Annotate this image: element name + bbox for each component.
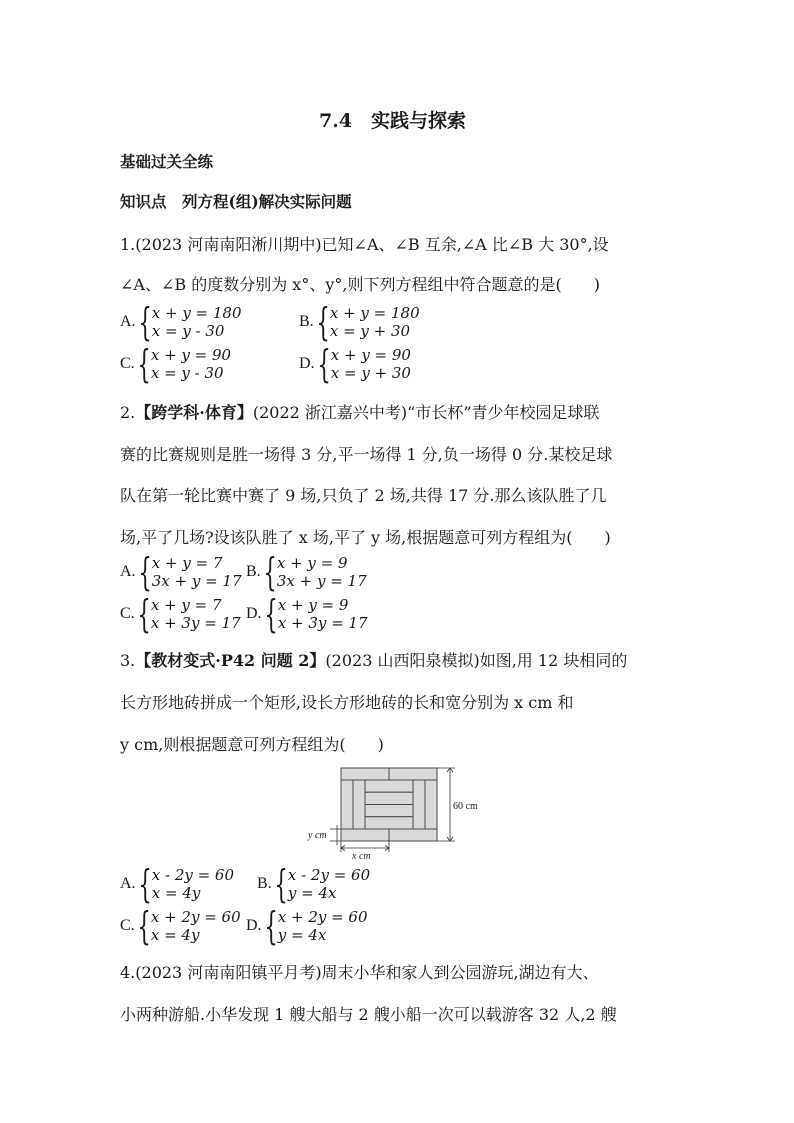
- equation: x = y - 30: [151, 322, 225, 340]
- option-label: A.: [120, 313, 136, 330]
- equation: x + y = 7: [150, 596, 222, 614]
- q2-line1: [120, 400, 600, 423]
- equation: x + y = 180: [329, 304, 420, 322]
- equation: y = 4x: [277, 926, 327, 944]
- brace-icon: {: [263, 550, 277, 594]
- q2-line3: 队在第一轮比赛中赛了 9 场,只负了 2 场,共得 17 分.那么该队胜了几: [120, 486, 607, 505]
- tile: [365, 792, 413, 804]
- brace-icon: {: [317, 342, 331, 386]
- topic-heading: 知识点 列方程(组)解决实际问题: [120, 192, 352, 211]
- brace-icon: {: [264, 904, 278, 948]
- brace-icon: {: [137, 592, 151, 636]
- brace-icon: {: [316, 300, 330, 344]
- equation: x + y = 90: [150, 346, 232, 364]
- tile: [389, 829, 437, 841]
- tile: [365, 780, 413, 792]
- q2-line2: 赛的比赛规则是胜一场得 3 分,平一场得 1 分,负一场得 0 分.某校足球: [120, 445, 613, 464]
- q2-option-b[interactable]: [246, 550, 367, 594]
- brace-icon: {: [138, 300, 152, 344]
- equation: x + 3y = 17: [150, 614, 241, 632]
- q3-tag: 【教材变式·P42 问题 2】: [135, 651, 326, 670]
- q2-line4: 场,平了几场?设该队胜了 x 场,平了 y 场,根据题意可列方程组为( ): [120, 528, 611, 547]
- equation: x = y + 30: [329, 322, 411, 340]
- equation: y = 4x: [287, 884, 337, 902]
- option-label: A.: [120, 875, 136, 892]
- tile: [353, 780, 365, 829]
- width-label: x cm: [352, 851, 371, 862]
- equation: x - 2y = 60: [151, 866, 235, 884]
- q1-line1: 1.(2023 河南南阳淅川期中)已知∠A、∠B 互余,∠A 比∠B 大 30°,设: [120, 235, 609, 254]
- brace-icon: {: [138, 862, 152, 906]
- q2-option-a[interactable]: [120, 550, 242, 594]
- equation: x = y + 30: [330, 364, 411, 382]
- equation: x = y - 30: [150, 364, 224, 382]
- q3-line1: [120, 648, 627, 671]
- q1-option-d[interactable]: [299, 342, 411, 386]
- tile: [413, 780, 425, 829]
- page-title: 7.4 实践与探索: [319, 110, 467, 132]
- section-heading: 基础过关全练: [120, 152, 214, 171]
- q2-tag: 【跨学科·体育】: [135, 403, 253, 422]
- tile: [341, 768, 389, 780]
- q1-option-a[interactable]: [120, 300, 242, 344]
- q2-option-d[interactable]: [246, 592, 368, 636]
- equation: 3x + y = 17: [276, 572, 367, 590]
- equation: x + 2y = 60: [150, 908, 241, 926]
- q2-number: 2.: [120, 403, 136, 422]
- q3-line3: y cm,则根据题意可列方程组为( ): [120, 735, 384, 754]
- brace-icon: {: [274, 862, 288, 906]
- q1-option-c[interactable]: [120, 342, 232, 386]
- brace-icon: {: [137, 904, 151, 948]
- q1-option-b[interactable]: [299, 300, 420, 344]
- q3-option-c[interactable]: [120, 904, 241, 948]
- equation: x + y = 7: [151, 554, 223, 572]
- q3-number: 3.: [120, 651, 136, 670]
- tile-figure: [300, 762, 500, 864]
- tile: [389, 768, 437, 780]
- option-label: C.: [120, 355, 135, 372]
- option-label: D.: [246, 605, 262, 622]
- option-label: B.: [299, 313, 314, 330]
- q3-line1-text: (2023 山西阳泉模拟)如图,用 12 块相同的: [325, 651, 628, 670]
- tile: [341, 829, 389, 841]
- option-label: D.: [246, 917, 262, 934]
- equation: x + y = 9: [276, 554, 348, 572]
- height-label: 60 cm: [453, 801, 478, 812]
- brace-icon: {: [137, 342, 151, 386]
- brace-icon: {: [264, 592, 278, 636]
- q1-line2: ∠A、∠B 的度数分别为 x°、y°,则下列方程组中符合题意的是( ): [120, 275, 600, 294]
- option-label: B.: [257, 875, 272, 892]
- brace-icon: {: [138, 550, 152, 594]
- equation: 3x + y = 17: [151, 572, 242, 590]
- q4-line1: 4.(2023 河南南阳镇平月考)周末小华和家人到公园游玩,湖边有大、: [120, 963, 599, 982]
- q2-option-c[interactable]: [120, 592, 241, 636]
- option-label: A.: [120, 563, 136, 580]
- equation: x + 3y = 17: [277, 614, 368, 632]
- tile: [365, 805, 413, 817]
- tile: [365, 817, 413, 829]
- equation: x + y = 180: [151, 304, 242, 322]
- tile: [341, 780, 353, 829]
- option-label: D.: [299, 355, 315, 372]
- equation: x + y = 9: [277, 596, 349, 614]
- q3-option-d[interactable]: [246, 904, 368, 948]
- option-label: C.: [120, 917, 135, 934]
- equation: x = 4y: [151, 884, 201, 902]
- equation: x + 2y = 60: [277, 908, 368, 926]
- equation: x = 4y: [150, 926, 200, 944]
- equation: x - 2y = 60: [287, 866, 371, 884]
- tile: [425, 780, 437, 829]
- thickness-label: y cm: [308, 830, 327, 841]
- q2-line1-text: (2022 浙江嘉兴中考)“市长杯”青少年校园足球联: [252, 403, 600, 422]
- option-label: B.: [246, 563, 261, 580]
- option-label: C.: [120, 605, 135, 622]
- equation: x + y = 90: [330, 346, 411, 364]
- q3-option-a[interactable]: [120, 862, 235, 906]
- q4-line2: 小两种游船.小华发现 1 艘大船与 2 艘小船一次可以载游客 32 人,2 艘: [120, 1005, 617, 1024]
- q3-line2: 长方形地砖拼成一个矩形,设长方形地砖的长和宽分别为 x cm 和: [120, 693, 574, 712]
- q3-option-b[interactable]: [257, 862, 371, 906]
